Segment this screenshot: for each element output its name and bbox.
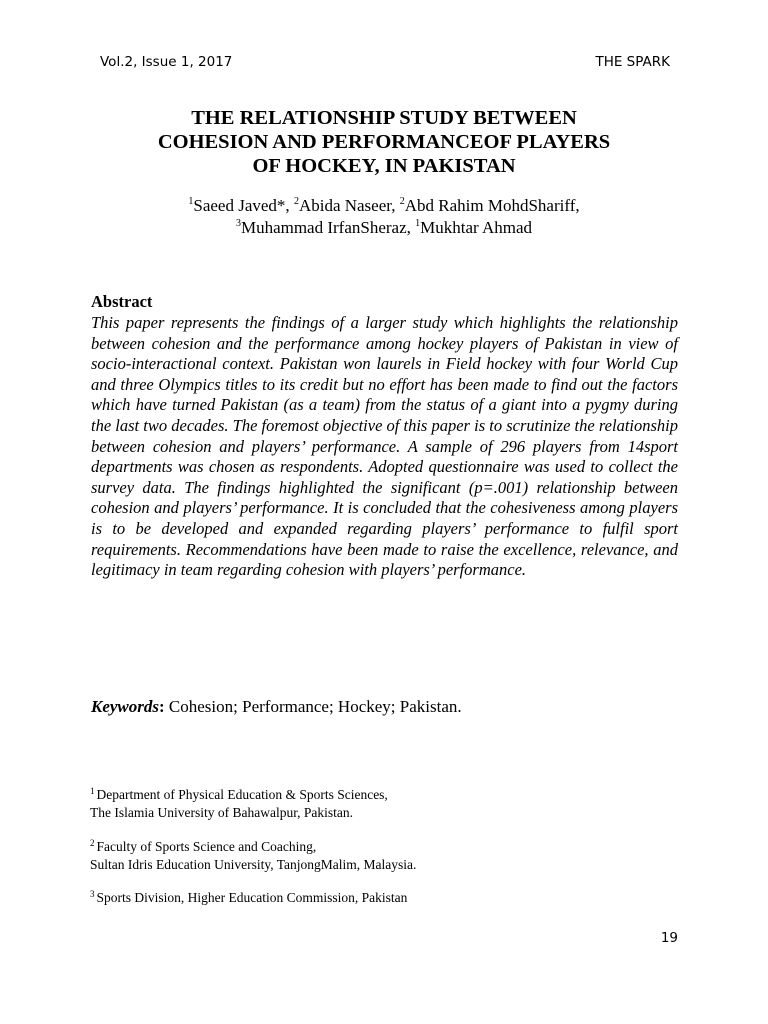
affiliation [90,889,407,907]
author-affiliation-marker: 1 [188,196,194,207]
author-affiliation-marker: 2 [293,196,299,207]
affiliation-text: Department of Physical Education & Sports Sciences, [96,787,388,802]
affiliation-line [90,838,416,856]
author-list [90,195,678,239]
author-name: Muhammad IrfanSheraz, [240,218,416,237]
author-affiliation-marker: 2 [399,196,405,207]
title-line: OF HOCKEY, IN PAKISTAN [252,155,516,177]
affiliation [90,838,416,874]
author-name: Abida Naseer, [298,196,400,215]
abstract-text: This paper represents the findings of a larger study which highlights the relationship between cohesion and the performance among hockey players of Pakistan in view of socio-interactional context. Pakistan won laurels in Field hockey with four World Cup and three Olympics titles to its credit but no effort has been made to find out the factors which have turned Pakistan (as a team) from the status of a giant into a pygmy during the last two decades. The foremost objective of this paper is to scrutinize the relationship between cohesion and players’ performance. A sample of 296 players from 14sport departments was chosen as respondents. Adopted questionnaire was used to collect the survey data. The findings highlighted the significant (p=.001) relationship between cohesion and players’ performance. It is concluded that the cohesiveness among players is to be developed and expanded regarding players’ performance to fulfil sport requirements. Recommendations have been made to raise the excellence, relevance, and legitimacy in team regarding cohesion with players’ performance. [91,313,678,580]
running-header [100,54,670,74]
author-name: Abd Rahim MohdShariff, [404,196,580,215]
paper-title [90,106,678,178]
affiliation-text: Sports Division, Higher Education Commission, Pakistan [96,890,408,905]
keywords-label: Keywords [91,697,159,716]
keywords-colon: : [159,697,165,716]
affiliation-marker: 2 [90,838,95,848]
volume-issue: Vol.2, Issue 1, 2017 [100,54,233,70]
affiliation [90,786,388,822]
abstract-heading: Abstract [91,292,153,311]
author-affiliation-marker: 3 [235,218,241,229]
affiliation-line [90,786,388,804]
author-affiliation-marker: 1 [415,218,421,229]
affiliation-line [90,889,407,907]
affiliation-marker: 1 [90,786,95,796]
author-name: Mukhtar Ahmad [420,218,533,237]
keywords-text: Cohesion; Performance; Hockey; Pakistan. [164,697,462,716]
title-line: THE RELATIONSHIP STUDY BETWEEN [191,107,577,129]
page-number: 19 [660,930,678,946]
affiliation-text: Faculty of Sports Science and Coaching, [96,839,317,854]
keywords-line [91,697,462,717]
author-name: Saeed Javed*, [193,196,294,215]
author-line [90,217,678,239]
journal-name: THE SPARK [595,54,670,70]
affiliation-marker: 3 [90,889,95,899]
affiliation-line: Sultan Idris Education University, TanjongMalim, Malaysia. [90,857,417,872]
affiliation-line: The Islamia University of Bahawalpur, Pakistan. [90,805,354,820]
title-line: COHESION AND PERFORMANCEOF PLAYERS [157,131,611,153]
author-line [90,195,678,217]
